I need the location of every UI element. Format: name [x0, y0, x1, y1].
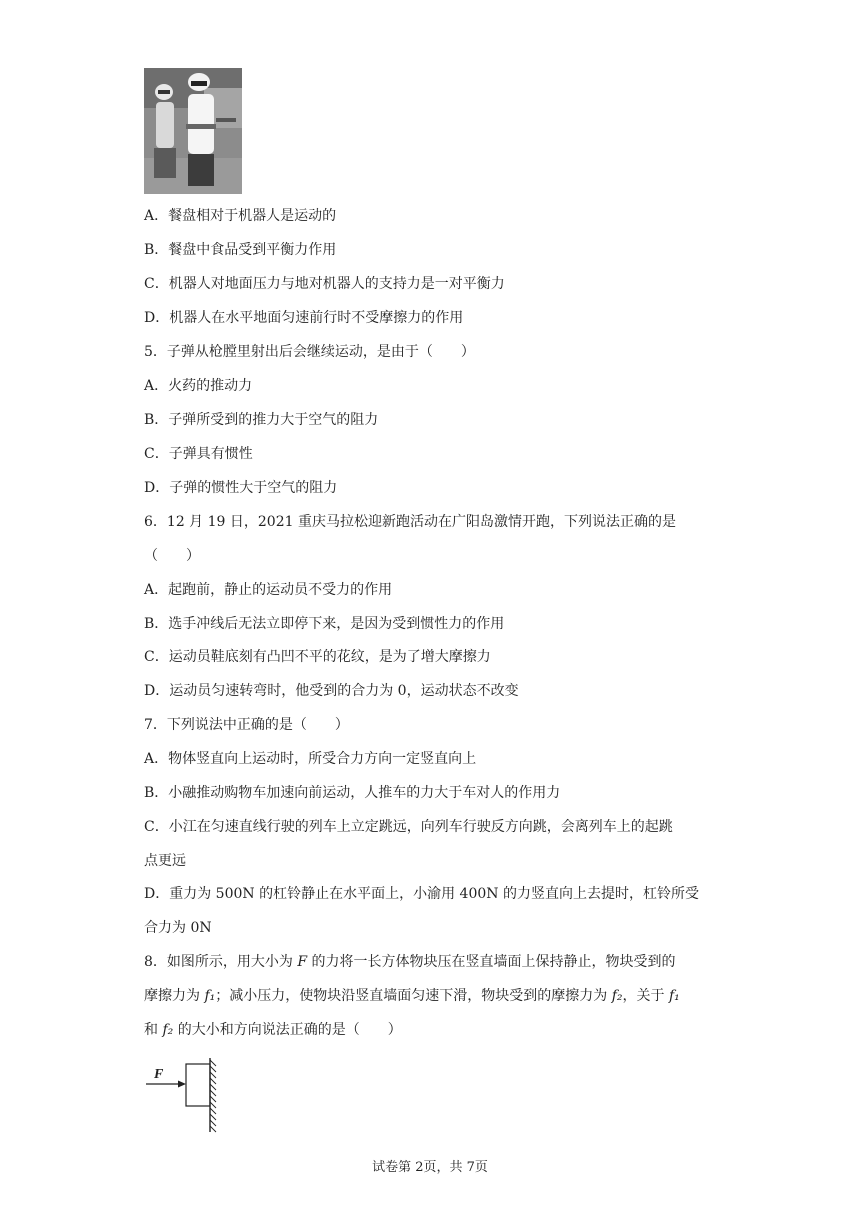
- q5-option-b: B．子弹所受到的推力大于空气的阻力: [144, 412, 379, 428]
- arrow-head: [178, 1081, 186, 1088]
- q8-f1-symbol: f₁: [204, 988, 216, 1004]
- q8-stem-line3: [144, 1020, 402, 1040]
- q6-option-b: B．选手冲线后无法立即停下来，是因为受到惯性力的作用: [144, 616, 505, 632]
- q7-option-d-line2: 合力为 0N: [144, 920, 212, 936]
- q4-option-c: C．机器人对地面压力与地对机器人的支持力是一对平衡力: [144, 276, 505, 292]
- q6-option-d: D．运动员匀速转弯时，他受到的合力为 0，运动状态不改变: [144, 683, 519, 699]
- q8-stem-line2: [144, 986, 680, 1006]
- q4-option-a: A．餐盘相对于机器人是运动的: [144, 208, 337, 224]
- q8-text: 和: [144, 1022, 163, 1038]
- q5-stem: 5．子弹从枪膛里射出后会继续运动，是由于（ ）: [144, 344, 475, 360]
- q7-option-d-line1: D．重力为 500N 的杠铃静止在水平面上，小渝用 400N 的力竖直向上去提时，杠铃所受: [144, 886, 699, 902]
- q8-text: ；减小压力，使物块沿竖直墙面匀速下滑，物块受到的摩擦力为: [215, 988, 612, 1004]
- q5-option-c: C．子弹具有惯性: [144, 446, 253, 462]
- q8-text: 的力将一长方体物块压在竖直墙面上保持静止，物块受到的: [307, 954, 676, 970]
- robot-waiter-photo: [144, 68, 242, 194]
- q8-text: 的大小和方向说法正确的是（ ）: [173, 1022, 402, 1038]
- q6-option-c: C．运动员鞋底刻有凸凹不平的花纹，是为了增大摩擦力: [144, 649, 491, 665]
- q8-text: ，关于: [622, 988, 669, 1004]
- q4-option-b: B．餐盘中食品受到平衡力作用: [144, 242, 337, 258]
- q7-option-c-line2: 点更远: [144, 853, 186, 869]
- q8-text: 8．如图所示，用大小为: [144, 954, 298, 970]
- q4-option-d: D．机器人在水平地面匀速前行时不受摩擦力的作用: [144, 310, 464, 326]
- q6-stem-line2: （ ）: [144, 548, 200, 564]
- page-footer: 试卷第 2页，共 7页: [372, 1160, 488, 1175]
- q7-stem: 7．下列说法中正确的是（ ）: [144, 717, 349, 733]
- q8-stem-line1: [144, 952, 676, 972]
- q7-option-b: B．小融推动购物车加速向前运动，人推车的力大于车对人的作用力: [144, 785, 561, 801]
- q7-option-c-line1: C．小江在匀速直线行驶的列车上立定跳远，向列车行驶反方向跳，会离列车上的起跳: [144, 819, 673, 835]
- q5-option-a: A．火药的推动力: [144, 378, 253, 394]
- q8-text: 摩擦力为: [144, 988, 205, 1004]
- q8-f2-symbol: f₂: [162, 1022, 174, 1038]
- q6-stem-line1: 6．12 月 19 日，2021 重庆马拉松迎新跑活动在广阳岛激情开跑，下列说法正确的是: [144, 514, 676, 530]
- force-diagram: [140, 1058, 250, 1138]
- q8-force-symbol: F: [297, 954, 308, 970]
- q7-option-a: A．物体竖直向上运动时，所受合力方向一定竖直向上: [144, 751, 477, 767]
- q8-f1-symbol: f₁: [668, 988, 680, 1004]
- force-label: F: [154, 1067, 164, 1082]
- block: [186, 1064, 210, 1106]
- q5-option-d: D．子弹的惯性大于空气的阻力: [144, 480, 338, 496]
- q8-f2-symbol: f₂: [611, 988, 623, 1004]
- q6-option-a: A．起跑前，静止的运动员不受力的作用: [144, 582, 393, 598]
- wall-hatching: [210, 1060, 216, 1132]
